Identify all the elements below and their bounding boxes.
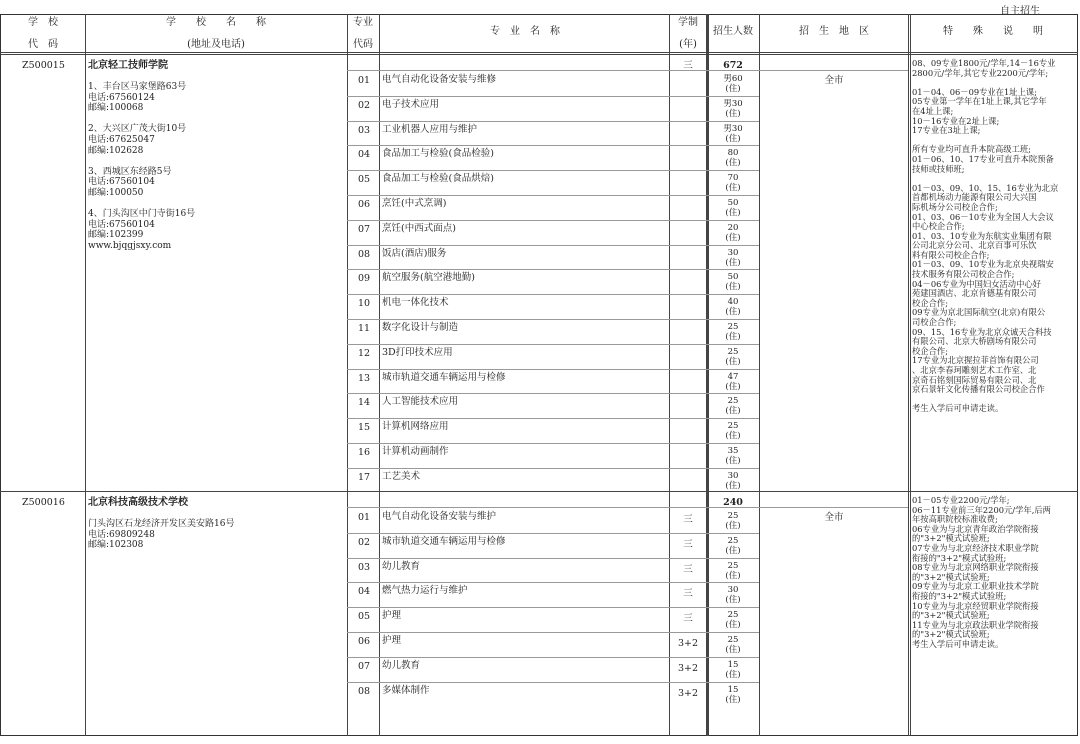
row-divider <box>347 170 759 171</box>
major-name: 工业机器人应用与维护 <box>382 123 478 135</box>
major-code: 03 <box>357 561 371 573</box>
major-name: 饭店(酒店)服务 <box>382 247 447 259</box>
major-enrollment: 30 (住) <box>725 247 741 268</box>
row-divider <box>347 70 908 71</box>
major-code: 06 <box>357 636 371 647</box>
special-notes: 01－05专业2200元/学年; 06－11专业前三年2200元/学年,后两 年按高职院校标准收费; 06专业为与北京青年政治学院衔接 的"3+2"模式试验班; 07专业为与北京经济技术职业学院 衔接的"3+2"模式试验班; 08专业为与北京网络职业学院衔接 的"3+2"模式试验班; 09专业为与北京工业职业技术学院 衔接的"3+2"模式试验班; 10专业为与北京经贸职业学院衔接 的"3+2"模式试验班; 11专业为与北京政法职业学院衔接 的"3+2"模式试验班; 考生入学后可申请走读。 <box>912 495 1051 649</box>
column-divider <box>347 14 348 736</box>
recruit-area: 全市 <box>824 75 844 86</box>
major-duration: 三 <box>683 588 693 600</box>
major-code: 02 <box>357 99 371 111</box>
major-duration: 3+2 <box>677 687 699 699</box>
major-enrollment: 30 (住) <box>725 585 741 606</box>
major-enrollment: 25 (住) <box>725 346 741 367</box>
major-name: 航空服务(航空港地勤) <box>382 272 475 284</box>
row-divider <box>347 245 759 246</box>
major-enrollment: 50 (住) <box>725 272 741 293</box>
major-name: 护理 <box>382 635 402 646</box>
major-enrollment: 男60 (住) <box>723 74 743 94</box>
major-name: 烹饪(中西式面点) <box>382 222 456 234</box>
major-code: 04 <box>357 149 371 161</box>
header-divider <box>0 52 1078 55</box>
row-divider <box>347 507 908 508</box>
major-enrollment: 20 (住) <box>725 222 741 243</box>
enrollment-total: 240 <box>723 497 743 508</box>
major-enrollment: 70 (住) <box>725 173 741 194</box>
school-address-line: 邮编:100068 <box>88 103 144 114</box>
header-school-code: 学 校 代 码 <box>28 17 58 50</box>
header-notes: 特 殊 说 明 <box>943 26 1043 37</box>
major-duration: 3+2 <box>677 638 699 649</box>
major-name: 机电一体化技术 <box>382 297 449 309</box>
row-divider <box>347 220 759 221</box>
school-address-line: 电话:67625047 <box>88 135 155 145</box>
major-duration: 三 <box>683 514 693 525</box>
major-code: 02 <box>357 536 371 548</box>
major-code: 12 <box>357 347 371 359</box>
major-name: 电气自动化设备安装与维护 <box>382 511 497 522</box>
row-divider <box>347 468 759 469</box>
major-duration: 3+2 <box>677 662 699 674</box>
row-divider <box>347 195 759 196</box>
major-name: 计算机动画制作 <box>382 446 449 457</box>
school-address-line: 4、门头沟区中门寺街16号 <box>88 209 196 220</box>
header-enrollment: 招生人数 <box>713 26 753 37</box>
column-divider <box>908 14 911 736</box>
major-code: 05 <box>357 174 371 186</box>
row-divider <box>347 319 759 320</box>
major-name: 食品加工与检验(食品烘焙) <box>382 173 494 185</box>
major-name: 数字化设计与制造 <box>382 322 459 333</box>
school-address-line: 电话:67560104 <box>88 177 155 188</box>
row-divider <box>347 393 759 394</box>
row-divider <box>347 269 759 270</box>
row-divider <box>347 558 759 559</box>
major-code: 08 <box>357 685 371 697</box>
major-enrollment: 15 (住) <box>725 659 741 680</box>
row-divider <box>347 607 759 608</box>
school-address-line: 电话:67560104 <box>88 219 155 230</box>
school-address-line: www.bjqgjsxy.com <box>88 241 172 251</box>
major-name: 烹饪(中式烹调) <box>382 198 447 209</box>
major-code: 09 <box>357 273 371 285</box>
school-code: Z500016 <box>22 497 65 508</box>
row-divider <box>347 443 759 444</box>
major-code: 01 <box>357 512 371 523</box>
major-enrollment: 25 (住) <box>725 635 741 655</box>
major-enrollment: 25 (住) <box>725 396 741 417</box>
major-enrollment: 80 (住) <box>725 148 741 169</box>
major-enrollment: 25 (住) <box>725 610 741 631</box>
school-address-line: 门头沟区石龙经济开发区美安路16号 <box>88 519 235 529</box>
row-divider <box>347 369 759 370</box>
major-code: 07 <box>357 223 371 235</box>
major-enrollment: 25 (住) <box>725 511 741 531</box>
major-code: 01 <box>357 75 371 86</box>
school-address-line: 邮编:100050 <box>88 188 144 198</box>
major-name: 人工智能技术应用 <box>382 396 459 408</box>
row-divider <box>347 294 759 295</box>
row-divider <box>347 96 759 97</box>
major-enrollment: 40 (住) <box>725 297 741 318</box>
enrollment-total: 672 <box>723 60 743 71</box>
school-name: 北京轻工技师学院 <box>88 60 168 71</box>
major-code: 04 <box>357 586 371 598</box>
school-address-line: 2、大兴区广茂大街10号 <box>88 124 187 135</box>
major-code: 14 <box>357 397 371 409</box>
major-code: 03 <box>357 124 371 136</box>
major-enrollment: 30 (住) <box>725 470 741 491</box>
header-major-name: 专 业 名 称 <box>490 26 560 37</box>
major-enrollment: 25 (住) <box>725 421 741 442</box>
column-divider <box>759 14 760 736</box>
row-divider <box>347 533 759 534</box>
major-code: 17 <box>357 471 371 483</box>
column-divider <box>669 14 670 736</box>
school-divider <box>0 491 1078 492</box>
major-enrollment: 25 (住) <box>725 560 741 581</box>
school-name: 北京科技高级技术学校 <box>88 497 188 508</box>
school-address-line: 邮编:102308 <box>88 540 144 551</box>
major-duration: 三 <box>683 613 693 625</box>
major-enrollment: 47 (住) <box>725 371 741 392</box>
recruit-area: 全市 <box>824 512 844 523</box>
major-name: 工艺美术 <box>382 470 421 482</box>
major-name: 城市轨道交通车辆运用与检修 <box>382 535 506 547</box>
row-divider <box>347 121 759 122</box>
special-notes: 08、09专业1800元/学年,14－16专业 2800元/学年,其它专业2200元/学年; 01－04、06－09专业在1址上课; 05专业第一学年在1址上课,其它学年 在4址上课; 10－16专业在2址上课; 17专业在3址上课; 所有专业均可直升本院高级工班; 01－06、10、17专业可直升本院预备 技师或技师班; 01－03、09、10、15、16专业为北京 首都机场动力能源有限公司大兴国 际机场分公司校企合作; 01、03、06－10专业为全国人大会议 中心校企合作; 01、03、10专业为东航实业集团有限 公司北京分公司、北京百事可乐饮 料有限公司校企合作; 01－03、09、10专业为北京央视瑞安 技术服务有限公司校企合作; 04－06专业为中国妇女活动中心好 苑建国酒店、北京肯德基有限公司 校企合作; 09专业为京北国际航空(北京)有限公 司校企合作; 09、15、16专业为北京众诚天合科技 有限公司、北京大桥剧场有限公司 校企合作; 17专业为北京握拉菲首饰有限公司 、北京李春珂雕刻艺术工作室、北 京奇石铭刻国际贸易有限公司、北 京石景轩文化传播有限公司校企合作 考生入学后可申请走读。 <box>912 58 1059 414</box>
corner-label: 自主招生 <box>1000 6 1040 17</box>
major-name: 电子技术应用 <box>382 98 440 110</box>
row-divider <box>347 145 759 146</box>
major-code: 16 <box>357 447 371 458</box>
school-address-line: 电话:69809248 <box>88 529 155 540</box>
row-divider <box>347 682 759 683</box>
major-code: 13 <box>357 372 371 384</box>
major-code: 11 <box>357 323 371 334</box>
column-divider <box>85 14 86 736</box>
school-address-line: 1、丰台区马家堡路63号 <box>88 82 187 92</box>
major-code: 10 <box>357 298 371 310</box>
major-name: 食品加工与检验(食品检验) <box>382 148 494 160</box>
school-code: Z500015 <box>22 60 65 71</box>
major-code: 15 <box>357 422 371 434</box>
major-name: 燃气热力运行与维护 <box>382 585 468 597</box>
admissions-table <box>0 14 1080 738</box>
major-name: 城市轨道交通车辆运用与检修 <box>382 371 506 383</box>
major-enrollment: 15 (住) <box>725 684 741 705</box>
row-divider <box>347 582 759 583</box>
major-name: 电气自动化设备安装与维修 <box>382 74 497 85</box>
major-duration: 三 <box>683 563 693 575</box>
header-duration: 学制 (年) <box>678 17 698 50</box>
major-duration: 三 <box>683 538 693 550</box>
column-divider <box>379 14 380 736</box>
major-code: 08 <box>357 248 371 260</box>
major-name: 3D打印技术应用 <box>382 346 453 358</box>
row-divider <box>347 657 759 658</box>
row-divider <box>347 344 759 345</box>
duration-all: 三 <box>683 60 693 71</box>
major-enrollment: 50 (住) <box>725 198 741 218</box>
major-enrollment: 25 (住) <box>725 322 741 342</box>
major-code: 06 <box>357 199 371 210</box>
major-enrollment: 男30 (住) <box>723 123 743 144</box>
school-address-line: 邮编:102628 <box>88 145 144 156</box>
row-divider <box>347 418 759 419</box>
major-enrollment: 25 (住) <box>725 535 741 556</box>
major-name: 多媒体制作 <box>382 684 430 696</box>
header-area: 招 生 地 区 <box>799 26 869 37</box>
major-name: 幼儿教育 <box>382 560 421 572</box>
major-enrollment: 男30 (住) <box>723 98 743 119</box>
header-major-code: 专业 代码 <box>353 17 373 50</box>
header-school-name: 学 校 名 称 (地址及电话) <box>166 17 266 50</box>
major-enrollment: 35 (住) <box>725 446 741 466</box>
school-address-line: 邮编:102399 <box>88 230 144 241</box>
major-name: 幼儿教育 <box>382 659 421 671</box>
school-address-line: 电话:67560124 <box>88 92 155 103</box>
major-code: 05 <box>357 611 371 623</box>
school-address-line: 3、西城区东经路5号 <box>88 166 172 177</box>
row-divider <box>347 632 759 633</box>
major-name: 护理 <box>382 610 402 622</box>
major-name: 计算机网络应用 <box>382 421 449 433</box>
major-code: 07 <box>357 660 371 672</box>
